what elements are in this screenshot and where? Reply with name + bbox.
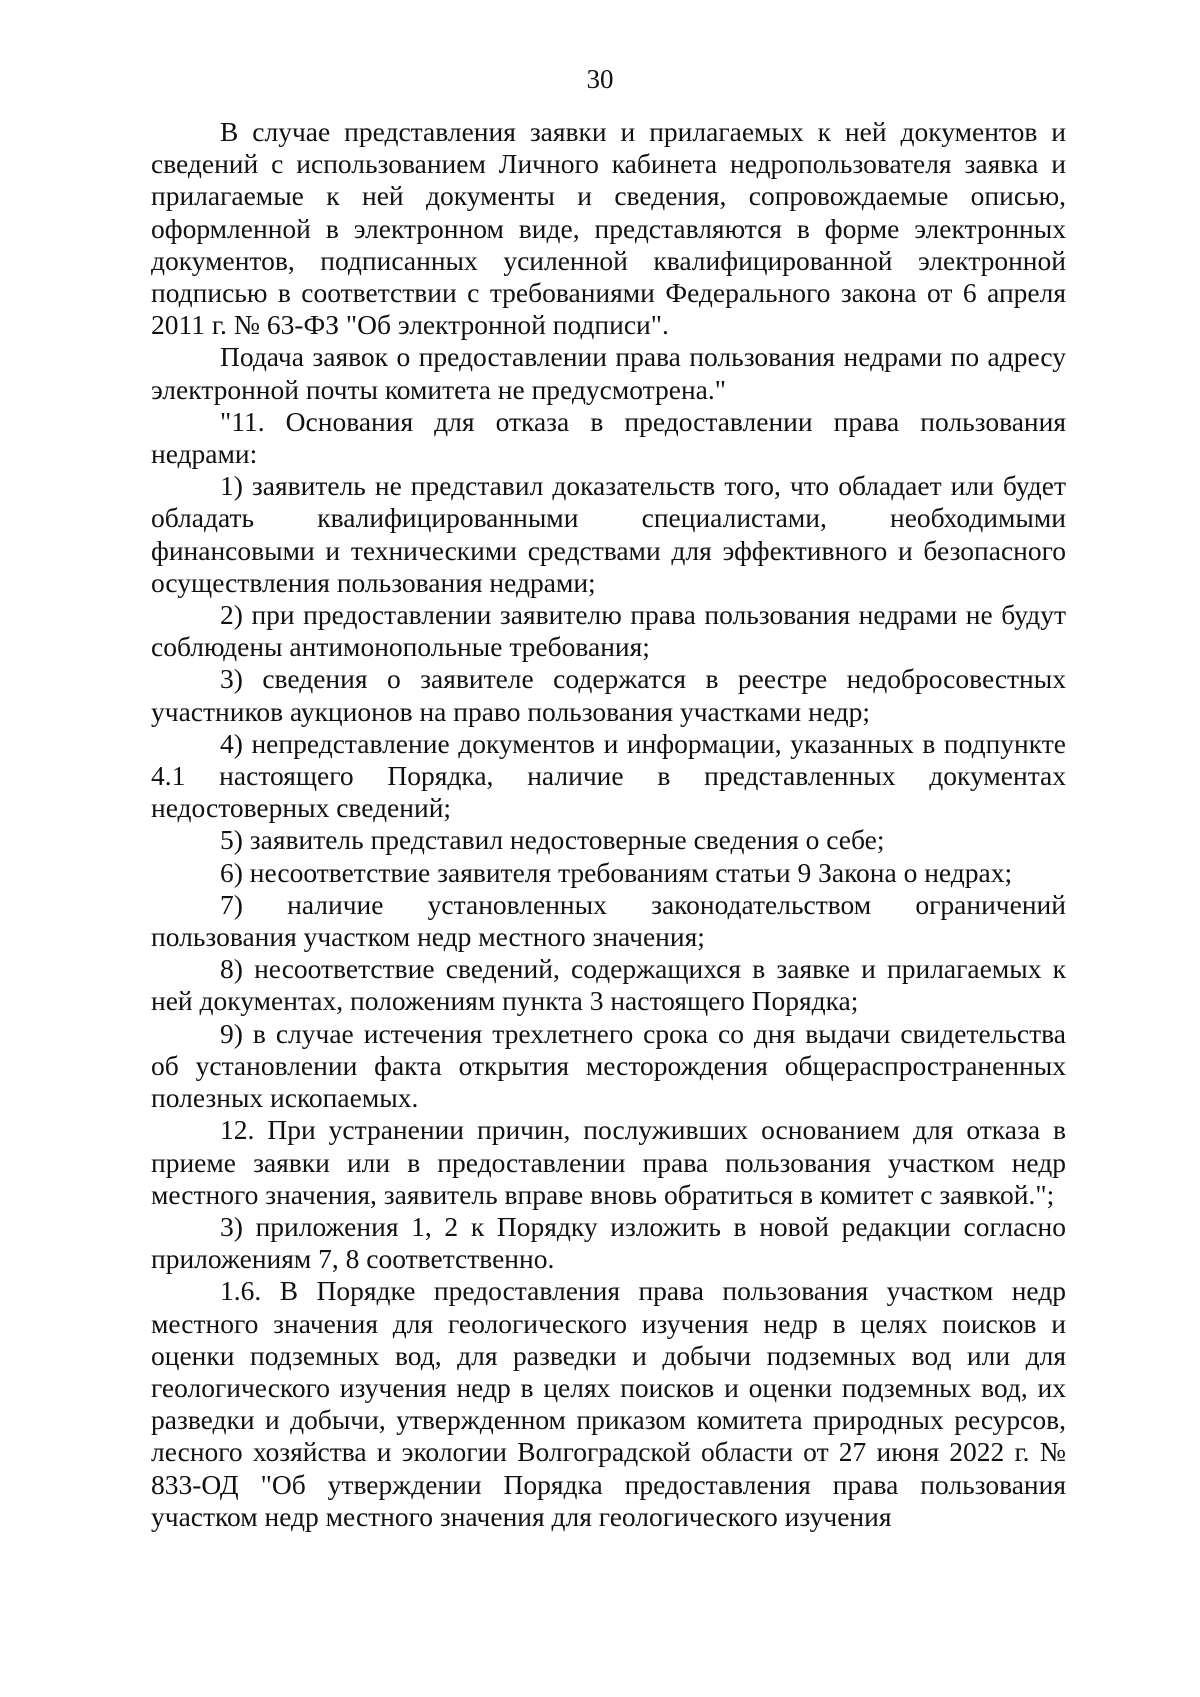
paragraph-electronic-submission: В случае представления заявки и прилагаемых к ней документов и сведений с использованием Личного кабинета недропользователя заявка и прилагаемые к ней документы и сведения, сопровождаемые описью, оформленной в электронном виде, представляются в форме электронных документов, подписанных усиленной квалифицированной электронной подписью в соответствии с требованиями Федерального закона от 6 апреля 2011 г. № 63-ФЗ "Об электронной подписи". (151, 116, 1066, 341)
list-item-ground-3: 3) сведения о заявителе содержатся в реестре недобросовестных участников аукционов на право пользования участками недр; (151, 663, 1066, 727)
page-number: 30 (586, 64, 614, 94)
paragraph-email-not-provided: Подача заявок о предоставлении права пользования недрами по адресу электронной почты комитета не предусмотрена." (151, 341, 1066, 405)
list-item-ground-6: 6) несоответствие заявителя требованиям статьи 9 Закона о недрах; (220, 856, 1013, 888)
list-item-ground-9: 9) в случае истечения трехлетнего срока со дня выдачи свидетельства об установлении факта открытия месторождения общераспространенных полезных ископаемых. (151, 1017, 1066, 1114)
list-item-ground-4: 4) непредставление документов и информации, указанных в подпункте 4.1 настоящего Порядка, наличие в представленных документах недостоверных сведений; (151, 727, 1066, 824)
list-item-ground-2: 2) при предоставлении заявителю права пользования недрами не будут соблюдены антимонопольные требования; (151, 599, 1066, 663)
list-item-ground-5: 5) заявитель представил недостоверные сведения о себе; (220, 824, 885, 856)
document-body (151, 116, 1066, 1533)
paragraph-refusal-grounds-heading: "11. Основания для отказа в предоставлении права пользования недрами: (151, 405, 1066, 470)
list-item-ground-1: 1) заявитель не представил доказательств того, что обладает или будет обладать квалифицированными специалистами, необходимыми финансовыми и техническими средствами для эффективного и безопасного осуществления пользования недрами; (151, 470, 1066, 598)
list-item-ground-7: 7) наличие установленных законодательством ограничений пользования участком недр местного значения; (151, 888, 1066, 953)
paragraph-clause-12: 12. При устранении причин, послуживших основанием для отказа в приеме заявки или в предоставлении права пользования участком недр местного значения, заявитель вправе вновь обратиться в комитет с заявкой."; (151, 1114, 1066, 1210)
paragraph-section-1-6: 1.6. В Порядке предоставления права пользования участком недр местного значения для геологического изучения недр в целях поисков и оценки подземных вод, для разведки и добычи подземных вод или для геологического изучения недр в целях поисков и оценки подземных вод, их разведки и добычи, утвержденном приказом комитета природных ресурсов, лесного хозяйства и экологии Волгоградской области от 27 июня 2022 г. № 833-ОД "Об утверждении Порядка предоставления права пользования участком недр местного значения для геологического изучения (151, 1275, 1066, 1532)
list-item-ground-8: 8) несоответствие сведений, содержащихся в заявке и прилагаемых к ней документах, положениям пункта 3 настоящего Порядка; (151, 953, 1066, 1017)
paragraph-appendices: 3) приложения 1, 2 к Порядку изложить в новой редакции согласно приложениям 7, 8 соответственно. (151, 1210, 1066, 1275)
